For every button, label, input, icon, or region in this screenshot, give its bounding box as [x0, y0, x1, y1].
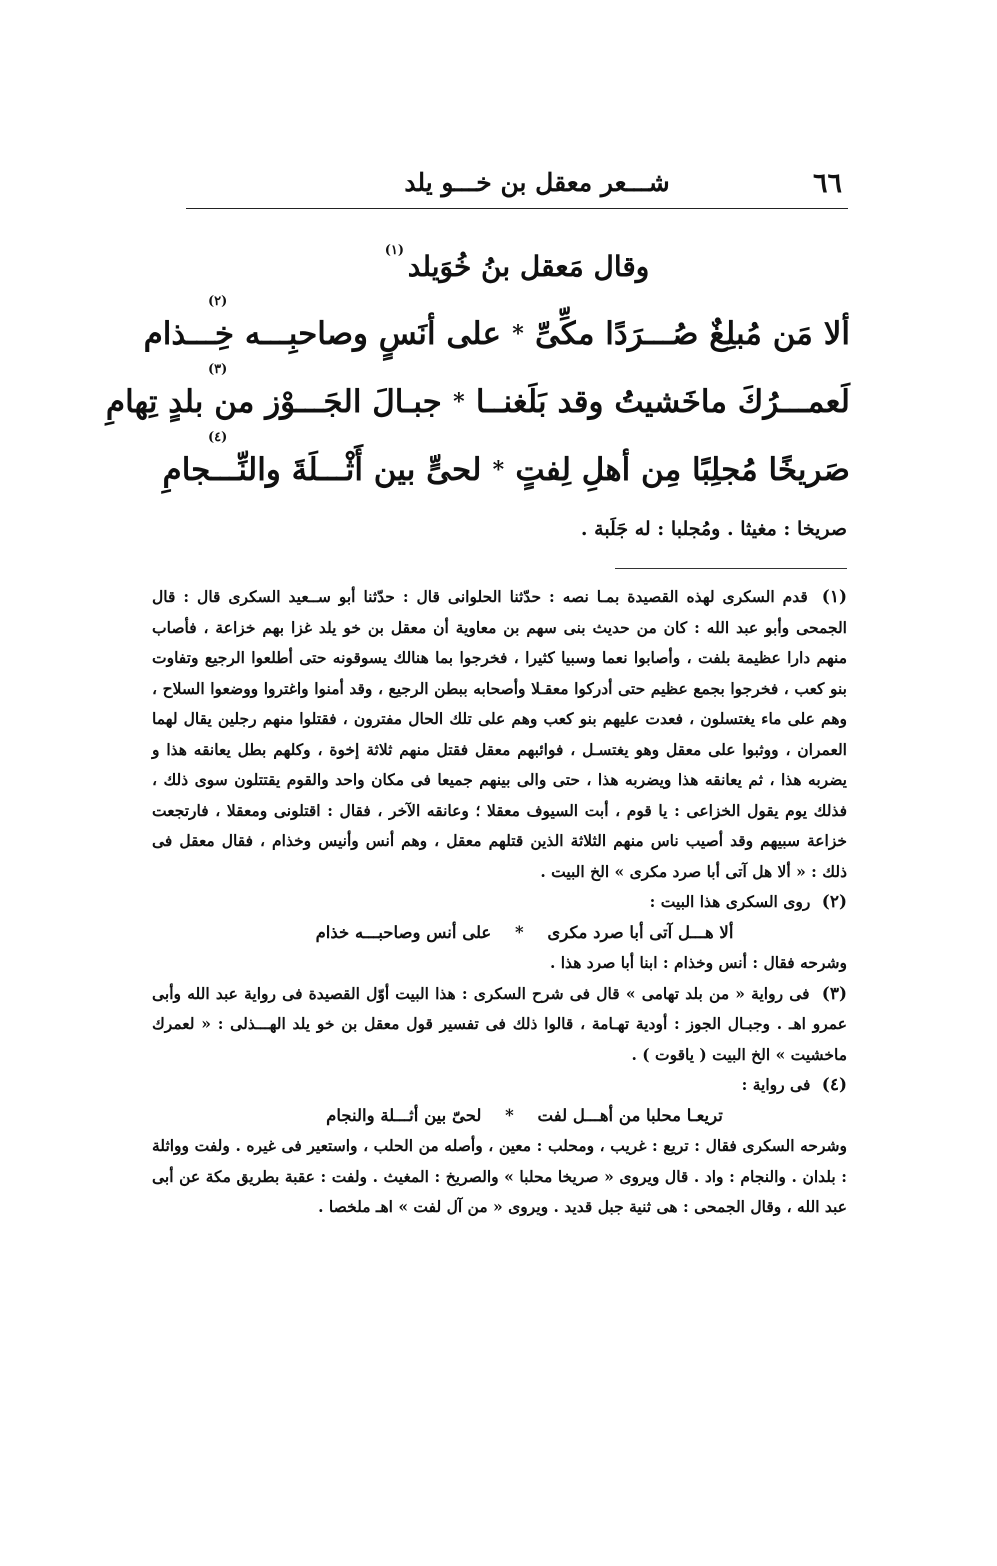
quoted-hemistich-second: لحىّ بين أثـــلة والنجام [326, 1105, 482, 1125]
footnote-number: (١) [821, 587, 847, 607]
verse-first-hemistich: صَريخًا مُجلِبًا مِن أهلِ لِفتٍ [515, 452, 850, 488]
hemistich-separator: * [505, 1105, 514, 1125]
footnote-text: قدم السكرى لهذه القصيدة بمـا نصه : حدّثنا الحلوانى قال : حدّثنا أبو ســعيد السكرى قال : قال الجمحى وأبو عبد الله : كان من حديث بنى سهم بن معاوية أن معقل بن خو يلد غزا بهم خزاعة ، فأصاب منهم دارا عظيمة بلفت ، وأصابوا نعما وسبيا كثيرا ، فخرجوا بما هنالك يسوقونه حتى أطلعوا الرجيع وتفاوت بنو كعب ، فخرجوا بجمع عظيم حتى أدركوا معقـلا وأصحابه ببطن الرجيع ، وقد أمنوا واغتروا ووضعوا السلاح ، وهم على ماء يغتسلون ، فعدت عليهم بنو كعب وهم على تلك الحال مفترون ، فقتلوا منهم رجلين يقال لهما العمران ، ووثبوا على معقل وهو يغتسـل ، فوائبهم معقل فقتل منهم ثلاثة إخوة ، وكلهم بطل يعانقه هذا و يضربه هذا ، ثم يعانقه هذا ويضربه هذا ، حتى والى بينهم جميعا فى مكان واحد والقوم يقتتلون سوى ذلك ، فذلك يوم يقول الخزاعى : يا قوم ، أبت السيوف معقلا ؛ وعانقه الآخر ، فقال : اقتلونى ومعقلا ، فارتجعت خزاعة سبيهم وقد أصيب ناس منهم الثلاثة الذين قتلهم معقل ، وهم أنس وأنيس وخذام ، فقال معقل فى ذلك : « ألا هل آتى أبا صرد مكرى » الخ البيت . [152, 587, 847, 881]
poem-title [186, 243, 848, 283]
page-number: ٦٦ [812, 168, 842, 199]
footnote-text: روى السكرى هذا البيت : [649, 892, 811, 911]
verse-first-hemistich: لَعمـــرُكَ ماخَشيتُ وقد بَلَغنــا [475, 384, 850, 420]
footnote-mark: (٤) [208, 430, 228, 445]
hemistich-separator: * [515, 922, 524, 942]
poem-title-text: وقال مَعقل بنُ خُوَيلد [407, 250, 650, 283]
running-title: شـــعر معقل بن خـــو يلد [404, 168, 670, 197]
footnote-text: فى رواية « من بلد تهامى » قال فى شرح السكرى : هذا البيت أوّل القصيدة فى رواية عبد الله وأبى عمرو اهـ . وجبـال الجوز : أودية تهـامة ، قالوا ذلك فى تفسير قول معقل بن خو يلد الهـــذلى : « لعمرك ماخشيت » الخ البيت ( ياقوت ) . [152, 983, 847, 1064]
verse-2 [105, 362, 850, 436]
footnote-number: (٤) [821, 1075, 847, 1095]
footnote-number: (٢) [821, 892, 847, 912]
hemistich-separator: * [512, 321, 524, 347]
footnote-number: (٣) [821, 983, 847, 1004]
quoted-hemistich-second: على أنس وصاحبـــه خذام [315, 922, 492, 942]
footnotes [152, 582, 847, 1223]
footnote-2-commentary: وشرحه فقال : أنس وخذام : ابنا أبا صرد هذا . [549, 953, 847, 972]
footnote-4 [152, 1070, 847, 1101]
quoted-hemistich-first: تريعـا محلبا من أهـــل لفت [537, 1105, 723, 1125]
verse-1 [143, 294, 850, 368]
running-head [186, 168, 848, 204]
verse-second-hemistich: على أنَسٍ وصاحبِـــه خِـــذام [143, 316, 501, 352]
footnote-mark: (١) [384, 243, 404, 258]
footnote-mark: (٢) [208, 294, 228, 309]
header-rule [186, 208, 848, 209]
verse-second-hemistich: لحىٍّ بين أَثْـــلَةَ والنِّـــجامِ [162, 452, 482, 488]
footnote-text: فى رواية : [741, 1075, 811, 1094]
footnote-mark: (٣) [208, 362, 228, 377]
footnote-separator [615, 568, 847, 569]
footnote-3 [152, 979, 847, 1071]
verse-3 [162, 430, 850, 504]
footnote-1 [152, 582, 847, 887]
quoted-hemistich-first: ألا هـــل آتى أبا صرد مكرى [547, 922, 734, 942]
quoted-verse [152, 1101, 847, 1132]
verse-second-hemistich: جبـالَ الجَـــوْز من بلدٍ تِهامِ [105, 384, 442, 420]
footnote-4-commentary: وشرحه السكرى فقال : تريع : غريب ، ومحلب : معين ، وأصله من الحلب ، واستعير فى غيره . ولفت وواثلة : بلدان . والنجام : واد . قال ويروى « صريخا محلبا » والصريخ : المغيث . ولفت : عقبة بطريق مكة عن أبى عبد الله ، وقال الجمحى : هى ثنية جبل قديد . ويروى « من آل لفت » اهـ ملخصا . [152, 1136, 847, 1216]
hemistich-separator: * [453, 389, 465, 415]
hemistich-separator: * [492, 457, 505, 483]
quoted-verse [152, 918, 847, 949]
verse-first-hemistich: ألا مَن مُبلِغٌ صُـــرَدًا مكِّىِّ [534, 316, 850, 352]
footnote-2 [152, 887, 847, 918]
verse-gloss: صريخا : مغيثا . ومُجلبا : له جَلَبة . [580, 518, 847, 540]
verses [105, 294, 850, 504]
